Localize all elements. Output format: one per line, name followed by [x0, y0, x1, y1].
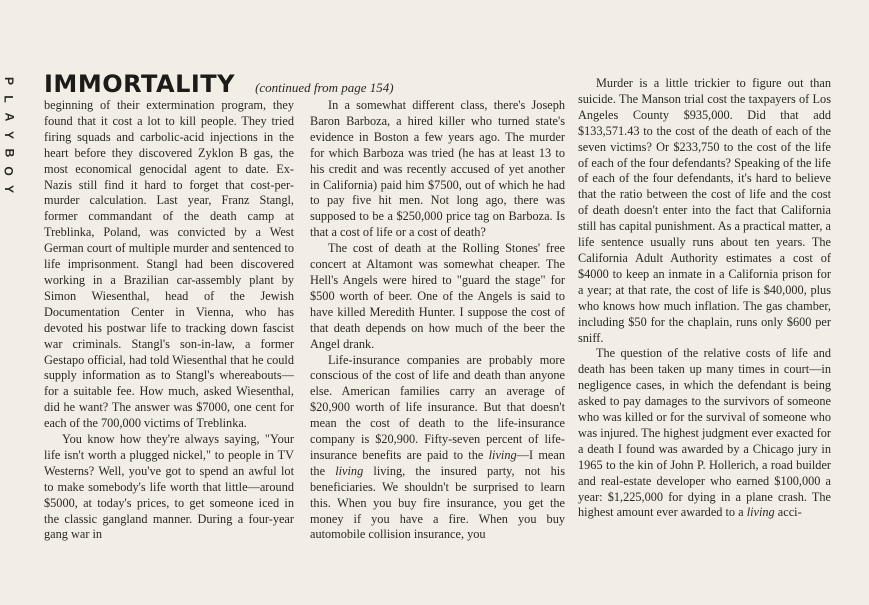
article-header [44, 70, 394, 96]
paragraph: Murder is a little trickier to figure out than suicide. The Manson trial cost the taxpayers of Los Angeles County $935,000. Did that add $133,571.43 to the cost of the death of each of the seven victims? Or $233,750 to the cost of the life of each of the four defendants? Speaking of the life of each of the four defendants, it's hard to believe that the ratio between the cost of life and the cost of death doesn't enter into the fact that California still has capital punishment. As a practical matter, a life sentence usually runs about ten years. The California Adult Authority estimates a cost of $4000 to keep an inmate in a California prison for a year; at that rate, the cost of life is $40,000, plus who knows how much inflation. The gas chamber, including $50 for the chaplain, runs only $600 per sniff. [578, 76, 831, 345]
text-column-3 [578, 76, 831, 605]
paragraph: The question of the relative costs of life and death has been taken up many times in court—in negligence cases, in which the defendant is being asked to pay damages to the survivors of someone who was killed or for the survival of someone who was injured. The highest judgment ever exacted for a death I found was awarded by a Chicago jury in 1965 to the kin of John P. Hollerich, a road builder and real-estate developer who earned $100,000 a year: $1,225,000 for dying in a plane crash. The highest amount ever awarded to a living acci- [578, 346, 831, 520]
paragraph: You know how they're always saying, "Your life isn't worth a plugged nickel," to people in TV Westerns? Well, you've got to spend an awful lot to make somebody's life worth that little—around $5000, at today's prices, to get someone iced in the classic gangland manner. During a four-year gang war in [44, 432, 294, 542]
paragraph: In a somewhat different class, there's Joseph Baron Barboza, a hired killer who turned state's evidence in Boston a few years ago. The murder for which Barboza was tried (he has at least 13 to his credit and was recently accused of yet another in California) paid him $7500, out of which he had to pay five hit men. Not long ago, there was supposed to be a $250,000 price tag on Barboza. Is that a cost of life or a cost of death? [310, 98, 565, 240]
continued-note: (continued from page 154) [255, 80, 394, 95]
magazine-sidebar-label: P L A Y B O Y [1, 76, 16, 194]
paragraph: The cost of death at the Rolling Stones' free concert at Altamont was somewhat cheaper. The Hell's Angels were hired to "guard the stage" for $500 worth of beer. One of the Angels is said to have killed Meredith Hunter. I suppose the cost of that death depends on how much of the beer the Angel drank. [310, 241, 565, 351]
paragraph: Life-insurance companies are probably more conscious of the cost of life and death than anyone else. American families carry an average of $20,900 worth of life insurance. But that doesn't mean the cost of death to the life-insurance company is $20,900. Fifty-seven percent of life-insurance benefits are paid to the living—I mean the living living, the insured party, not his beneficiaries. We shouldn't be surprised to learn this. When you buy fire insurance, you get the money if you have a fire. When you buy automobile collision insurance, you [310, 352, 565, 542]
paragraph: beginning of their extermination program, they found that it cost a lot to kill people. They tried firing squads and carbolic-acid injections in the heart before they discovered Zyklon B gas, the most economical genocidal agent to date. Ex-Nazis still find it hard to forget that cost-per-murder calculation. Last year, Franz Stangl, former commandant of the death camp at Treblinka, Poland, was convicted by a West German court of multiple murder and sentenced to life imprisonment. Stangl had been discovered working in a Brazilian car-assembly plant by Simon Wiesenthal, head of the Jewish Documentation Center in Vienna, who has devoted his postwar life to tracking down fascist war criminals. Stangl's son-in-law, a former Gestapo official, had told Wiesenthal that he could supply information as to Stangl's whereabouts—for a suitable fee. How much, asked Wiesenthal, did he want? The answer was $7000, one cent for each of the 700,000 victims of Treblinka. [44, 98, 294, 431]
text-column-1 [44, 98, 294, 605]
text-column-2 [310, 98, 565, 605]
article-title: IMMORTALITY [44, 70, 236, 98]
